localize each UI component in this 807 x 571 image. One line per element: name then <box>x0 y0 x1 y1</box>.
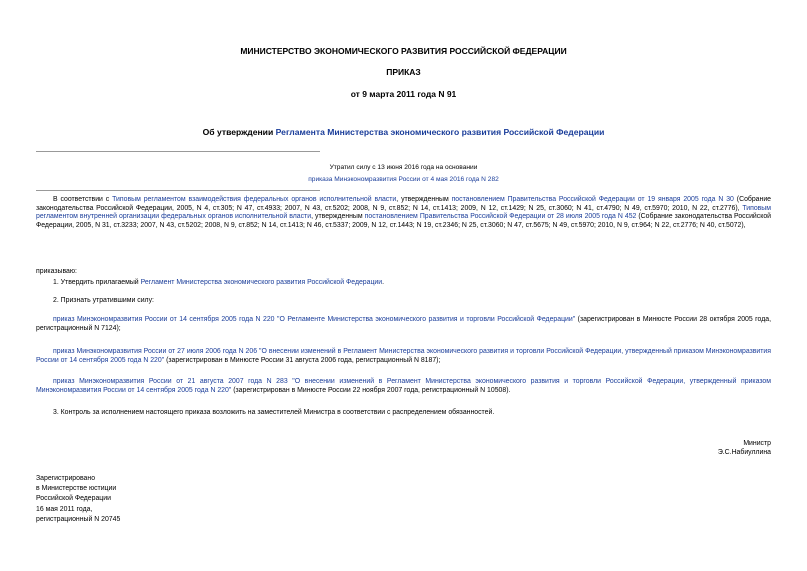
repealed-item-3 <box>36 378 771 395</box>
repealed-link[interactable]: приказ Минэкономразвития России от 27 июля 2006 года N 206 "О внесении изменений в Регламент Министерства экономического развития и торговли Российской Федерации, утвержденный приказом Минэкономразвития России от 14 сентября 2005 года N 220" <box>36 348 771 364</box>
item-1-text-end: . <box>382 279 385 286</box>
preamble-text: , утвержденным <box>396 196 452 203</box>
registration-line: Зарегистрировано <box>36 475 96 482</box>
preamble-link[interactable]: Типовым регламентом взаимодействия федеральных органов исполнительной власти <box>112 196 397 203</box>
divider-top <box>36 151 320 152</box>
preamble-text: В соответствии с <box>53 196 113 203</box>
repealed-text: (зарегистрирован в Минюсте России 28 октября 2005 года, регистрационный N 7124); <box>36 316 771 332</box>
signature-block <box>718 440 771 457</box>
preamble-text: (Собрание законодательства Российской Федерации, 2005, N 4, ст.305; N 47, ст.4933; 2007, N 43, ст.5202; 2008, N 9, ст.852; N 14, ст.1413; 2009, N 12, ст.1429; N 25, ст.3060; N 41, ст.4790; N 49, ст.5970; 2010, N 22, ст.2776), <box>36 196 771 212</box>
preamble-text: , утвержденным <box>311 213 365 221</box>
registration-line: в Министерстве юстиции <box>36 485 117 493</box>
repealed-link[interactable]: приказ Минэкономразвития России от 14 сентября 2005 года N 220 "О Регламенте Министерства экономического развития и торговли Российской Федерации" <box>53 316 576 323</box>
date-number: от 9 марта 2011 года N 91 <box>350 89 457 99</box>
item-2: 2. Признать утратившими силу: <box>53 297 154 304</box>
repealed-link[interactable]: приказ Минэкономразвития России от 21 августа 2007 года N 283 "О внесении изменений в Регламент Министерства экономического развития и торговли Российской Федерации, утвержденный приказом Минэкономразвития России от 14 сентября 2005 года N 220" <box>36 378 771 394</box>
repealed-text: (зарегистрирован в Минюсте России 22 ноября 2007 года, регистрационный N 10508). <box>231 386 511 394</box>
registration-line: регистрационный N 20745 <box>36 515 121 523</box>
doc-title-prefix: Об утверждении <box>202 127 276 137</box>
item-1-text: 1. Утвердить прилагаемый <box>53 279 141 286</box>
signature-role: Министр <box>743 440 771 447</box>
registration-line: Российской Федерации <box>36 495 111 503</box>
preamble-paragraph <box>36 196 771 230</box>
item-1-link[interactable]: Регламент Министерства экономического развития Российской Федерации <box>140 279 383 286</box>
preamble-link[interactable]: постановлением Правительства Российской Федерации от 28 июля 2005 года N 452 <box>364 213 637 221</box>
ministry-heading: МИНИСТЕРСТВО ЭКОНОМИЧЕСКОГО РАЗВИТИЯ РОССИЙСКОЙ ФЕДЕРАЦИИ <box>240 46 567 56</box>
repealed-item-1 <box>36 316 771 333</box>
status-note-link[interactable]: приказа Минэкономразвития России от 4 мая 2016 года N 282 <box>308 176 499 183</box>
doc-title-link[interactable]: Регламента Министерства экономического развития Российской Федерации <box>275 127 605 137</box>
repealed-text: (зарегистрирован в Минюсте России 31 августа 2006 года, регистрационный N 8187); <box>164 356 441 364</box>
item-1 <box>53 279 384 288</box>
preamble-link[interactable]: постановлением Правительства Российской Федерации от 19 января 2005 года N 30 <box>451 196 734 203</box>
registration-block <box>36 474 120 525</box>
status-note-text: Утратил силу с 13 июня 2016 года на основании <box>329 164 478 171</box>
doc-title <box>0 127 807 137</box>
preamble-link[interactable]: Типовым регламентом внутренней организации федеральных органов исполнительной власти <box>36 204 771 221</box>
status-note <box>36 162 771 186</box>
doc-type-heading: ПРИКАЗ <box>386 67 421 77</box>
repealed-item-2 <box>36 348 771 365</box>
divider-bottom <box>36 190 320 191</box>
item-3: 3. Контроль за исполнением настоящего приказа возложить на заместителей Министра в соответствии с распределением обязанностей. <box>53 409 495 416</box>
order-word: приказываю: <box>36 268 77 275</box>
preamble-text: (Собрание законодательства Российской Федерации, 2005, N 31, ст.3233; 2007, N 43, ст.5202; 2008, N 9, ст.852; N 14, ст.1413; N 46, ст.5337; 2009, N 12, ст.1443; N 19, ст.2346; N 25, ст.3060; N 47, ст.5675; N 49, ст.5970; 2010, N 9, ст.964; N 22, ст.2776; N 40, ст.5072), <box>36 213 771 229</box>
signature-name: Э.С.Набиуллина <box>717 448 771 456</box>
registration-line: 16 мая 2011 года, <box>36 505 93 513</box>
